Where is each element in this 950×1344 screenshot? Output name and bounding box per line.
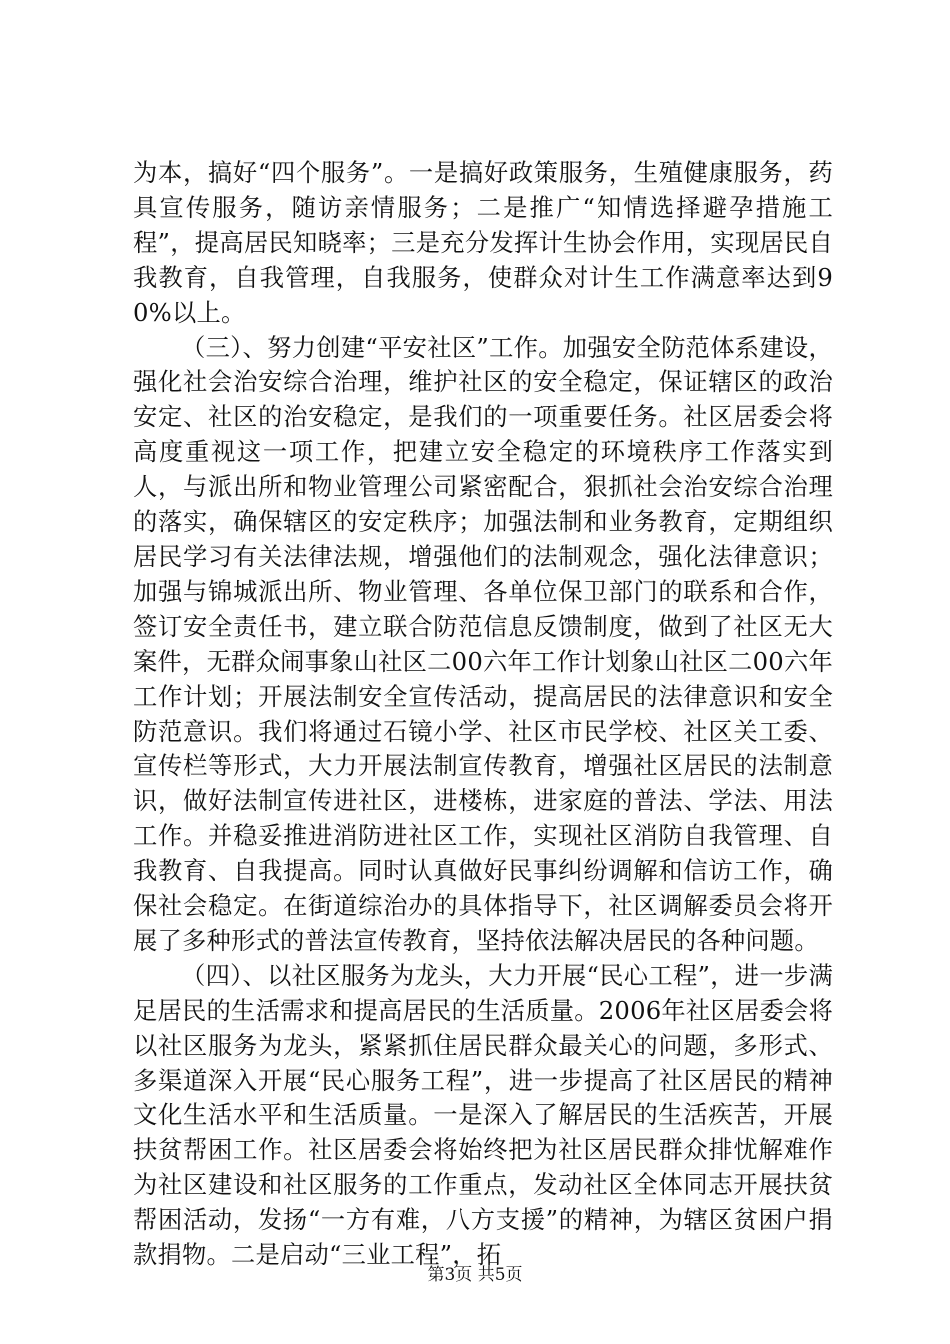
paragraph-section-three: （三）、努力创建“平安社区”工作。加强安全防范体系建设，强化社会治安综合治理，维护社区的安全稳定，保证辖区的政治安定、社区的治安稳定，是我们的一项重要任务。社区居委会将高度重视这一项工作，把建立安全稳定的环境秩序工作落实到人，与派出所和物业管理公司紧密配合，狠抓社会治安综合治理的落实，确保辖区的安定秩序；加强法制和业务教育，定期组织居民学习有关法律法规，增强他们的法制观念，强化法律意识；加强与锦城派出所、物业管理、各单位保卫部门的联系和合作，签订安全责任书，建立联合防范信息反馈制度，做到了社区无大案件，无群众闹事象山社区二00六年工作计划象山社区二00六年工作计划；开展法制安全宣传活动，提高居民的法律意识和安全防范意识。我们将通过石镜小学、社区市民学校、社区关工委、宣传栏等形式，大力开展法制宣传教育，增强社区居民的法制意识，做好法制宣传进社区，进楼栋，进家庭的普法、学法、用法工作。并稳妥推进消防进社区工作，实现社区消防自我管理、自我教育、自我提高。同时认真做好民事纠纷调解和信访工作，确保社会稳定。在街道综治办的具体指导下，社区调解委员会将开展了多种形式的普法宣传教育，坚持依法解决居民的各种问题。 [133,332,833,955]
page-number: 第3页 共5页 [427,1265,523,1285]
page-footer [0,1264,950,1286]
paragraph-section-four: （四）、以社区服务为龙头，大力开展“民心工程”，进一步满足居民的生活需求和提高居民的生活质量。2006年社区居委会将以社区服务为龙头，紧紧抓住居民群众最关心的问题，多形式、多渠道深入开展“民心服务工程”，进一步提高了社区居民的精神文化生活水平和生活质量。一是深入了解居民的生活疾苦，开展扶贫帮困工作。社区居委会将始终把为社区居民群众排忧解难作为社区建设和社区服务的工作重点，发动社区全体同志开展扶贫帮困活动，发扬“一方有难，八方支援”的精神，为辖区贫困户捐款捐物。二是启动“三业工程”，拓 [133,960,833,1270]
paragraph-continuation: 为本，搞好“四个服务”。一是搞好政策服务，生殖健康服务，药具宣传服务，随访亲情服务；二是推广“知情选择避孕措施工程”，提高居民知晓率；三是充分发挥计生协会作用，实现居民自我教育，自我管理，自我服务，使群众对计生工作满意率达到90%以上。 [133,158,833,327]
document-body [133,156,833,1273]
